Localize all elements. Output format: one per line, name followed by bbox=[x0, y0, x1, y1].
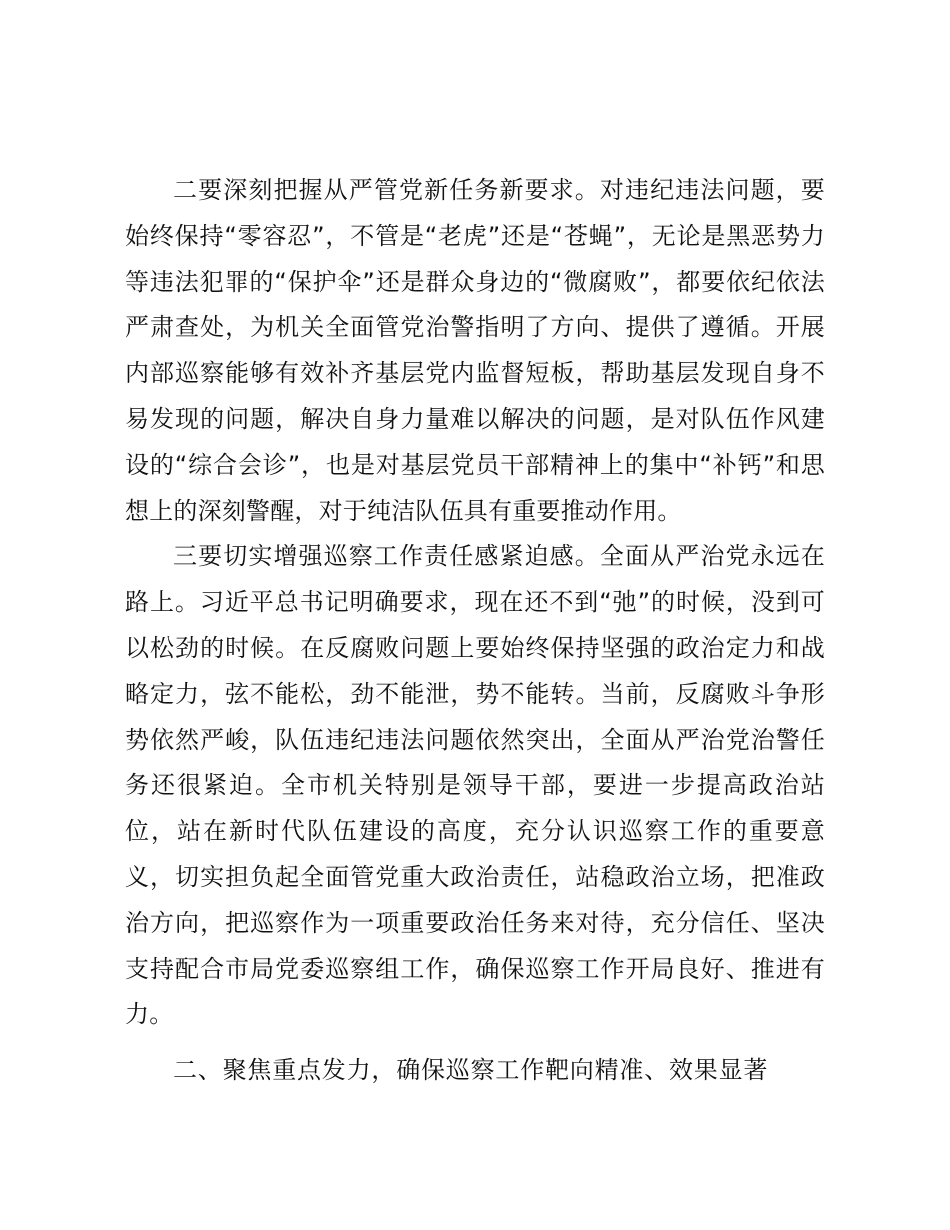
paragraph-inspection-responsibility: 三要切实增强巡察工作责任感紧迫感。全面从严治党永远在路上。习近平总书记明确要求，现在还不到“弛”的时候，没到可以松劲的时候。在反腐败问题上要始终保持坚强的政治定力和战略定力，弦不能松，劲不能泄，势不能转。当前，反腐败斗争形势依然严峻，队伍违纪违法问题依然突出，全面从严治党治警任务还很紧迫。全市机关特别是领导干部，要进一步提高政治站位，站在新时代队伍建设的高度，充分认识巡察工作的重要意义，切实担负起全面管党重大政治责任，站稳政治立场，把准政治方向，把巡察作为一项重要政治任务来对待，充分信任、坚决支持配合市局党委巡察组工作，确保巡察工作开局良好、推进有力。 bbox=[125, 542, 825, 1029]
document-body bbox=[125, 168, 825, 1094]
section-heading: 二、聚焦重点发力，确保巡察工作靶向精准、效果显著 bbox=[173, 1056, 769, 1085]
paragraph-strict-party-governance: 二要深刻把握从严管党新任务新要求。对违纪违法问题，要始终保持“零容忍”，不管是“老虎”还是“苍蝇”，无论是黑恶势力等违法犯罪的“保护伞”还是群众身边的“微腐败”，都要依纪依法严肃查处，为机关全面管党治警指明了方向、提供了遵循。开展内部巡察能够有效补齐基层党内监督短板，帮助基层发现自身不易发现的问题，解决自身力量难以解决的问题，是对队伍作风建设的“综合会诊”，也是对基层党员干部精神上的集中“补钙”和思想上的深刻警醒，对于纯洁队伍具有重要推动作用。 bbox=[125, 176, 825, 525]
